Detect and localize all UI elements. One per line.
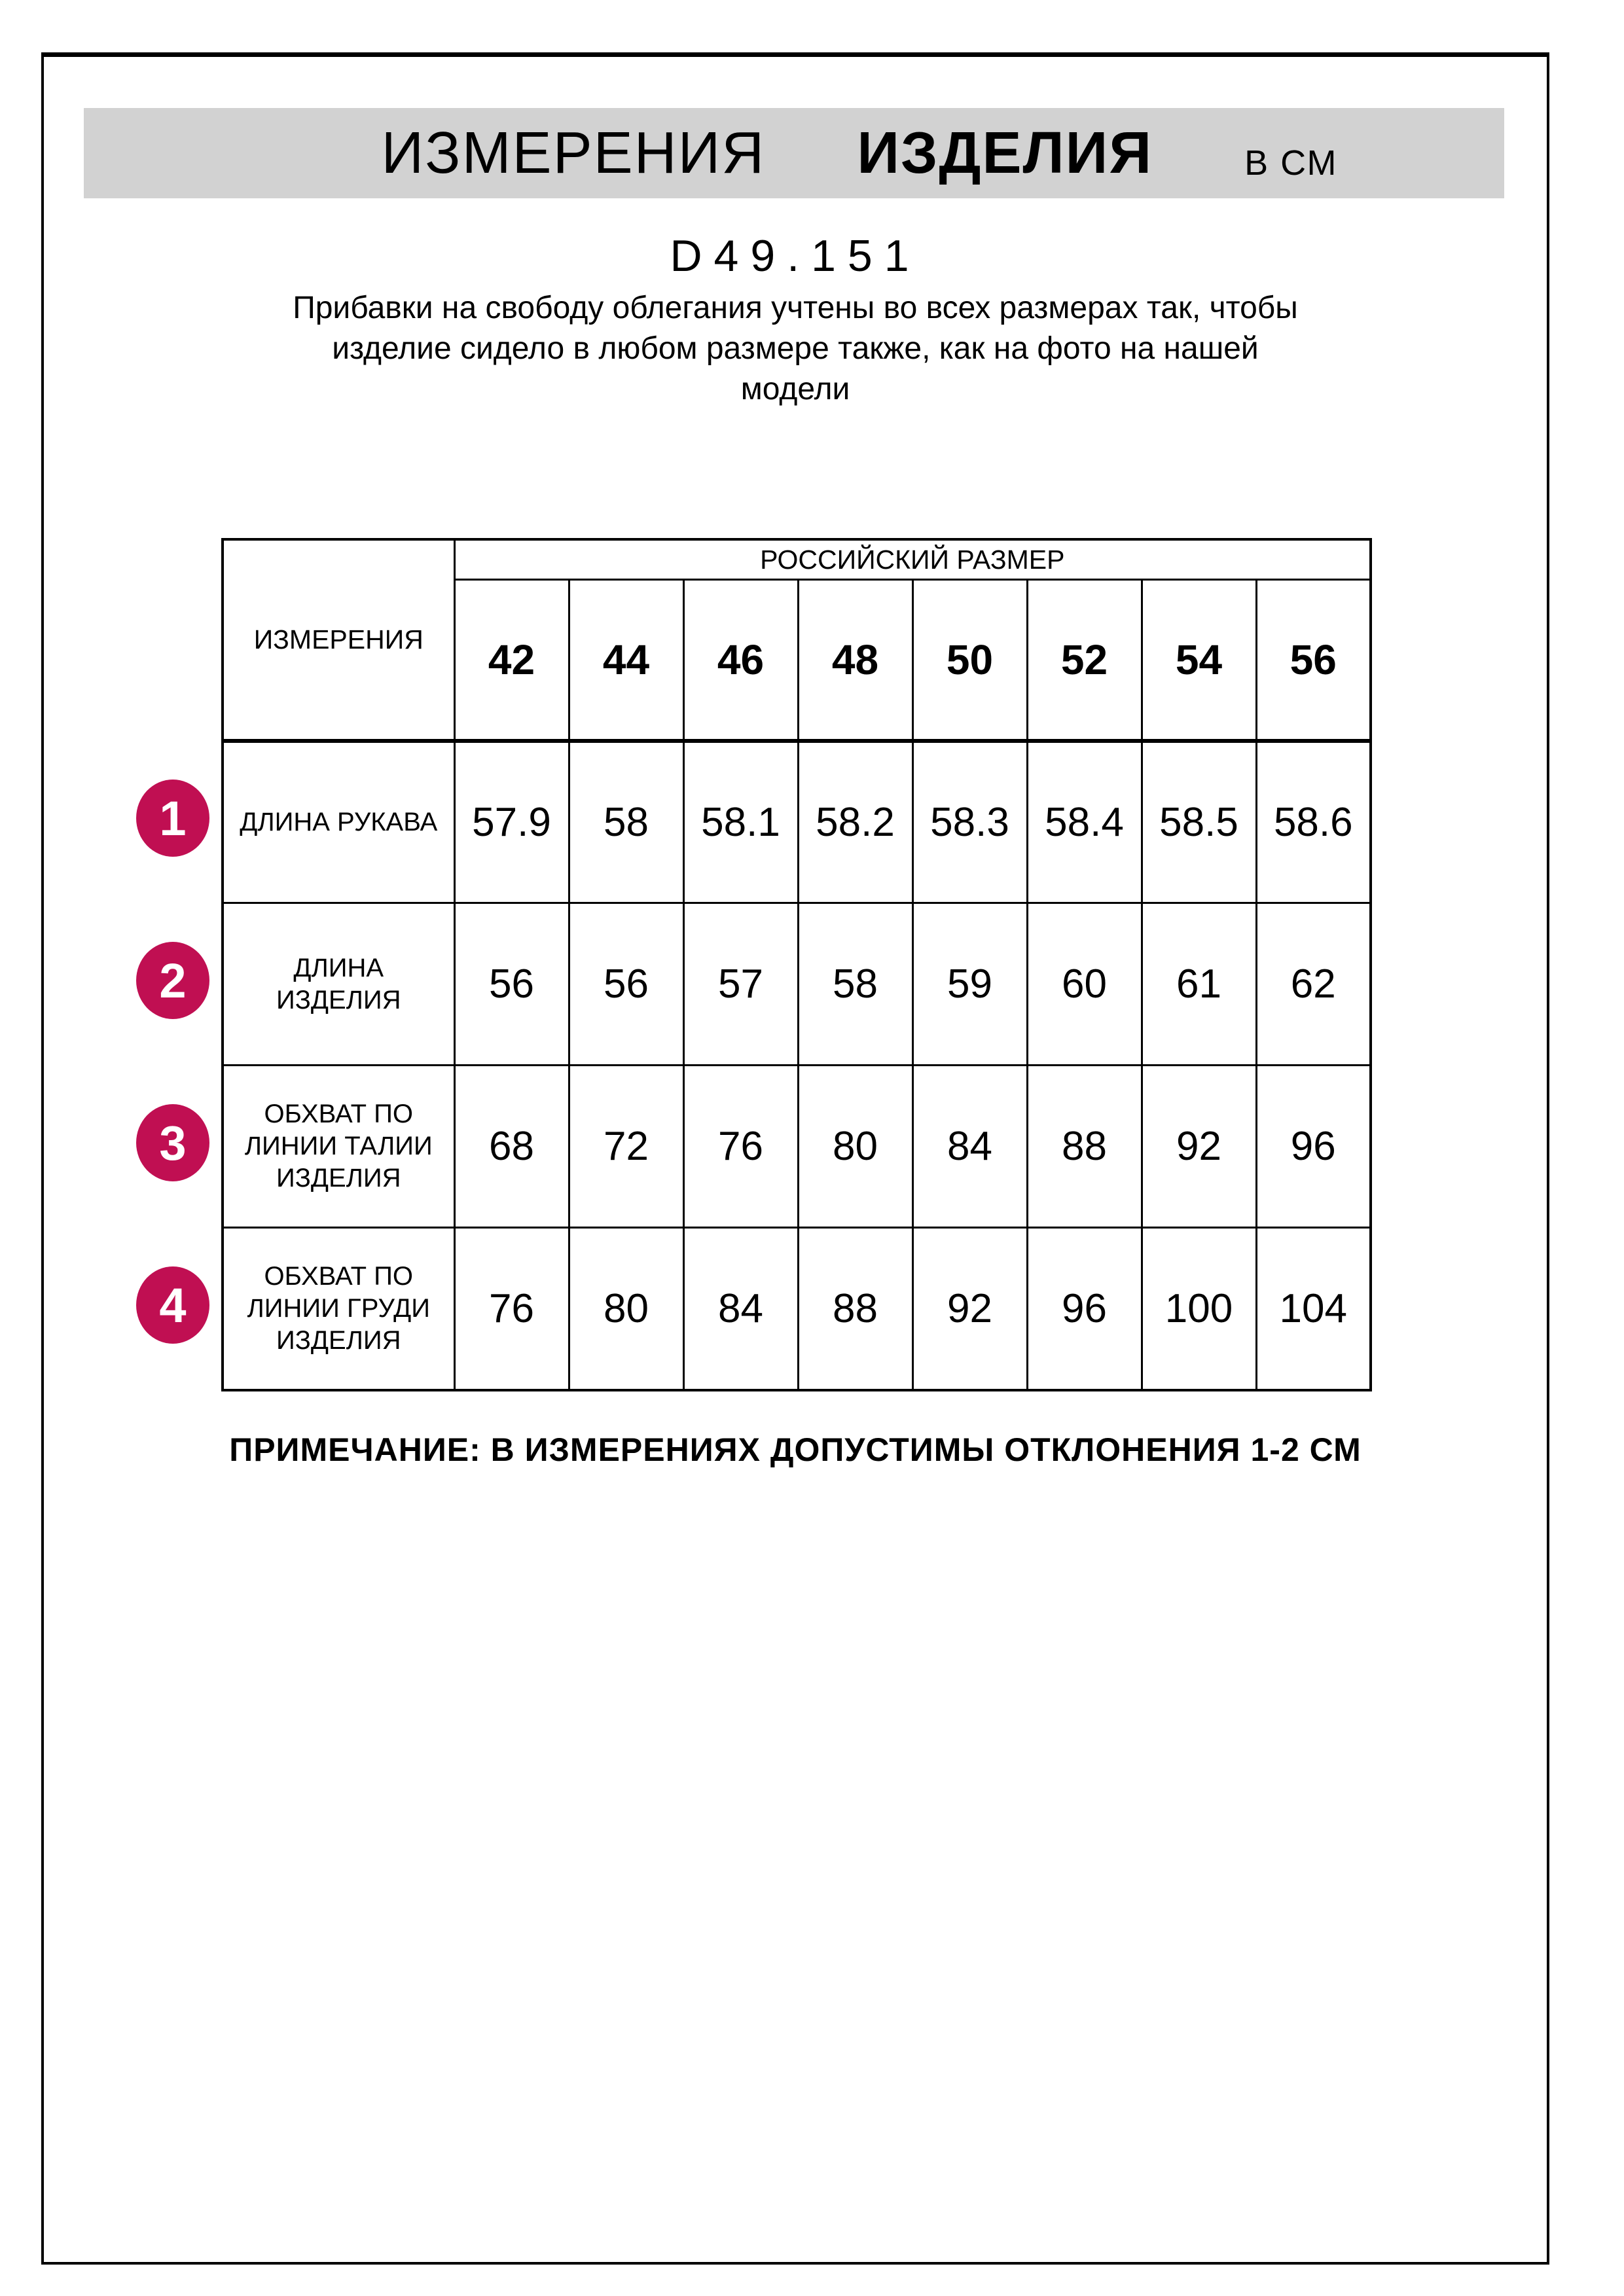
intro-line: изделие сидело в любом размере также, как на фото на нашей [332,331,1259,366]
table-corner-label: ИЗМЕРЕНИЯ [223,539,454,741]
table-row-waist-girth [223,1066,1371,1228]
table-row-sleeve-length [223,741,1371,903]
page-title-product: ИЗДЕЛИЯ [857,120,1153,186]
row-label: ДЛИНА ИЗДЕЛИЯ [223,903,454,1066]
value-cell: 58.4 [1027,741,1142,903]
value-cell: 88 [798,1228,912,1390]
value-cell: 84 [683,1228,798,1390]
russian-size-header: РОССИЙСКИЙ РАЗМЕР [454,539,1371,580]
value-cell: 58.2 [798,741,912,903]
size-header-cell: 46 [683,580,798,741]
intro-line: модели [740,372,850,406]
value-cell: 58 [569,741,683,903]
product-code: D49.151 [670,231,921,281]
size-header-cell: 42 [454,580,569,741]
table-row-item-length [223,903,1371,1066]
size-header-cell: 52 [1027,580,1142,741]
value-cell: 76 [454,1228,569,1390]
value-cell: 68 [454,1066,569,1228]
value-cell: 92 [1142,1066,1256,1228]
title-bar [84,108,1504,198]
value-cell: 76 [683,1066,798,1228]
value-cell: 58.6 [1256,741,1371,903]
size-table [221,538,1372,1391]
table-header-region-row [223,539,1371,580]
value-cell: 92 [912,1228,1027,1390]
row-number-badge-4: 4 [136,1266,209,1344]
value-cell: 56 [454,903,569,1066]
value-cell: 57.9 [454,741,569,903]
row-label: ОБХВАТ ПО ЛИНИИ ТАЛИИ ИЗДЕЛИЯ [223,1066,454,1228]
value-cell: 80 [798,1066,912,1228]
value-cell: 57 [683,903,798,1066]
value-cell: 58.5 [1142,741,1256,903]
value-cell: 58.3 [912,741,1027,903]
value-cell: 96 [1256,1066,1371,1228]
row-label: ДЛИНА РУКАВА [223,741,454,903]
size-header-cell: 54 [1142,580,1256,741]
row-label: ОБХВАТ ПО ЛИНИИ ГРУДИ ИЗДЕЛИЯ [223,1228,454,1390]
size-header-cell: 44 [569,580,683,741]
value-cell: 104 [1256,1228,1371,1390]
value-cell: 80 [569,1228,683,1390]
row-number-badge-1: 1 [136,780,209,857]
value-cell: 59 [912,903,1027,1066]
value-cell: 88 [1027,1066,1142,1228]
value-cell: 62 [1256,903,1371,1066]
intro-line: Прибавки на свободу облегания учтены во всех размерах так, чтобы [293,291,1298,325]
size-header-cell: 48 [798,580,912,741]
tolerance-note: ПРИМЕЧАНИЕ: В ИЗМЕРЕНИЯХ ДОПУСТИМЫ ОТКЛОНЕНИЯ 1-2 СМ [229,1431,1362,1468]
value-cell: 58.1 [683,741,798,903]
page-title-unit: В СМ [1244,143,1338,183]
row-number-badge-3: 3 [136,1104,209,1181]
table-row-chest-girth [223,1228,1371,1390]
value-cell: 61 [1142,903,1256,1066]
value-cell: 100 [1142,1228,1256,1390]
size-header-cell: 56 [1256,580,1371,741]
value-cell: 84 [912,1066,1027,1228]
value-cell: 58 [798,903,912,1066]
value-cell: 56 [569,903,683,1066]
row-number-badge-2: 2 [136,942,209,1019]
size-header-cell: 50 [912,580,1027,741]
intro-paragraph [0,288,1591,410]
value-cell: 96 [1027,1228,1142,1390]
value-cell: 72 [569,1066,683,1228]
page-title-measurements: ИЗМЕРЕНИЯ [381,120,766,186]
value-cell: 60 [1027,903,1142,1066]
